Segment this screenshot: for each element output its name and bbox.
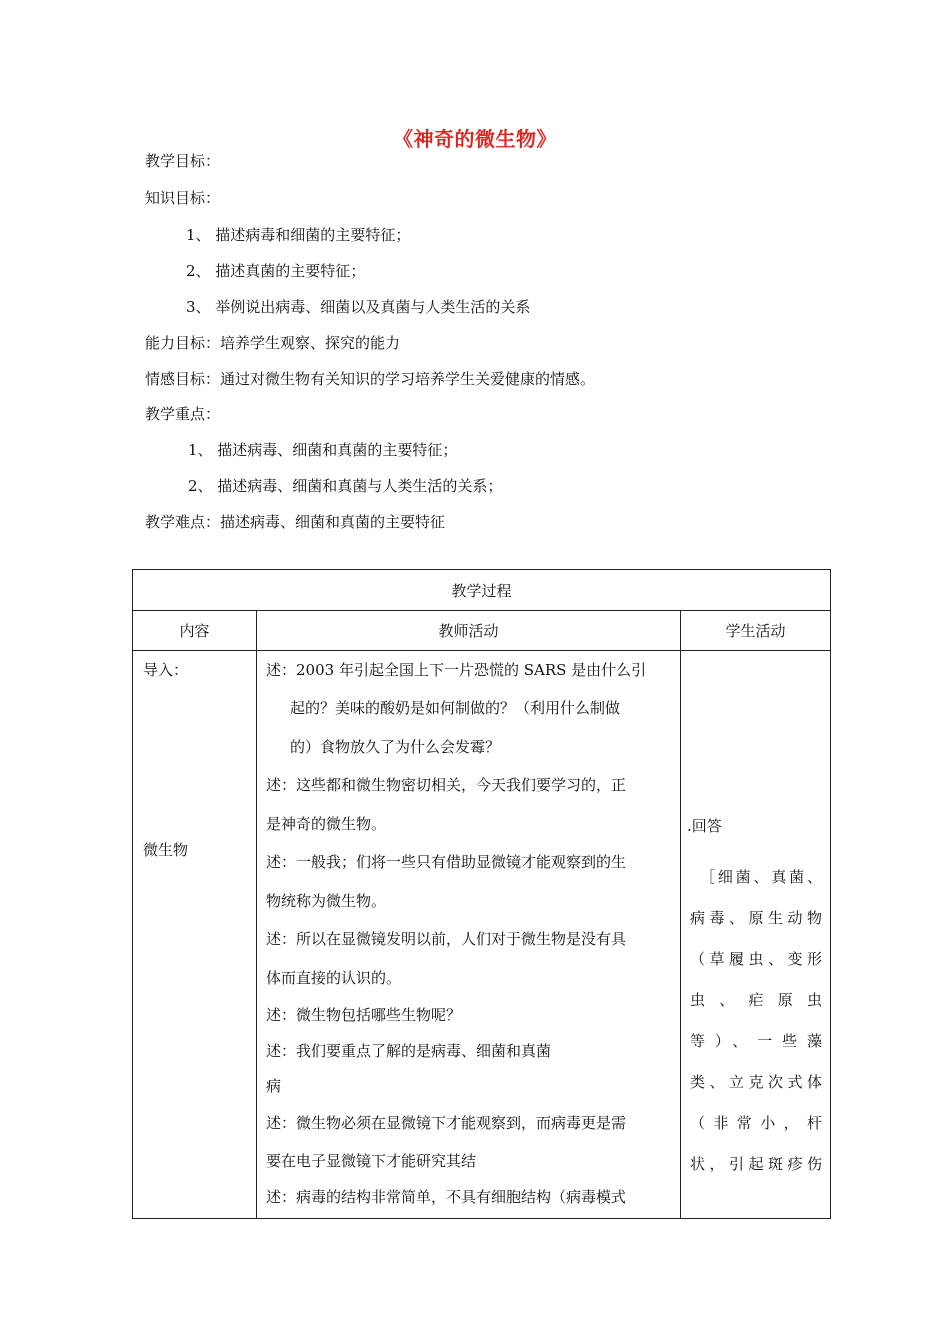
student-line: 病毒、原生动物 — [690, 909, 822, 927]
student-activity-cell — [681, 651, 831, 1219]
teacher-line: 是神奇的微生物。 — [266, 815, 387, 833]
teacher-line: 述：病毒的结构非常简单，不具有细胞结构（病毒模式 — [266, 1188, 627, 1206]
content-microbes: 微生物 — [143, 841, 189, 859]
column-header-content: 内容 — [133, 611, 257, 651]
knowledge-item-3: 3、 举例说出病毒、细菌以及真菌与人类生活的关系 — [186, 298, 531, 316]
student-line: （草履虫、变形 — [690, 950, 822, 968]
teacher-line: 述：这些都和微生物密切相关，今天我们要学习的，正 — [266, 776, 627, 794]
column-header-student: 学生活动 — [681, 611, 831, 651]
knowledge-heading: 知识目标： — [145, 189, 221, 207]
teacher-line: 起的？美味的酸奶是如何制做的？（利用什么制做 — [290, 699, 621, 717]
teacher-line: 病 — [266, 1077, 282, 1095]
teaching-difficulty: 教学难点：描述病毒、细菌和真菌的主要特征 — [145, 513, 446, 531]
teacher-line: 述：2003 年引起全国上下一片恐慌的 SARS 是由什么引 — [266, 661, 647, 679]
knowledge-item-2: 2、 描述真菌的主要特征； — [186, 262, 366, 280]
content-cell — [133, 651, 257, 1219]
table-header: 教学过程 — [133, 570, 831, 611]
teacher-line: 述：微生物包括哪些生物呢？ — [266, 1006, 462, 1024]
objectives-heading: 教学目标： — [145, 152, 221, 170]
teacher-line: 的）食物放久了为什么会发霉？ — [290, 738, 501, 756]
student-line: 等）、一些藻 — [690, 1032, 822, 1050]
key-point-1: 1、 描述病毒、细菌和真菌的主要特征； — [188, 441, 458, 459]
key-point-2: 2、 描述病毒、细菌和真菌与人类生活的关系； — [188, 477, 503, 495]
teacher-line: 物统称为微生物。 — [266, 892, 387, 910]
student-line: （非常小，杆 — [690, 1114, 822, 1132]
teacher-activity-cell — [257, 651, 681, 1219]
emotion-objective: 情感目标：通过对微生物有关知识的学习培养学生关爱健康的情感。 — [145, 370, 596, 388]
content-intro: 导入： — [143, 661, 189, 679]
knowledge-item-1: 1、 描述病毒和细菌的主要特征； — [186, 226, 411, 244]
teacher-line: 体而直接的认识的。 — [266, 969, 402, 987]
student-line: 状，引起斑疹伤 — [690, 1155, 822, 1173]
document-title: 《神奇的微生物》 — [393, 127, 557, 151]
ability-objective: 能力目标：培养学生观察、探究的能力 — [145, 334, 401, 352]
student-line: 类、立克次式体 — [690, 1073, 822, 1091]
column-header-teacher: 教师活动 — [257, 611, 681, 651]
student-line: 虫 、 疟 原 虫 — [690, 991, 822, 1009]
student-line: ［细菌、真菌、 — [700, 868, 822, 886]
key-points-heading: 教学重点： — [145, 405, 221, 423]
teacher-line: 述：微生物必须在显微镜下才能观察到，而病毒更是需 — [266, 1114, 627, 1132]
student-answer-detail — [690, 857, 822, 1185]
teacher-line: 述：一般我；们将一些只有借助显微镜才能观察到的生 — [266, 853, 627, 871]
teacher-line: 述：所以在显微镜发明以前，人们对于微生物是没有具 — [266, 930, 627, 948]
student-answer: .回答 — [687, 817, 722, 835]
teacher-line: 要在电子显微镜下才能研究其结 — [266, 1152, 477, 1170]
teaching-process-table — [132, 569, 831, 1219]
teacher-line: 述：我们要重点了解的是病毒、细菌和真菌 — [266, 1042, 552, 1060]
